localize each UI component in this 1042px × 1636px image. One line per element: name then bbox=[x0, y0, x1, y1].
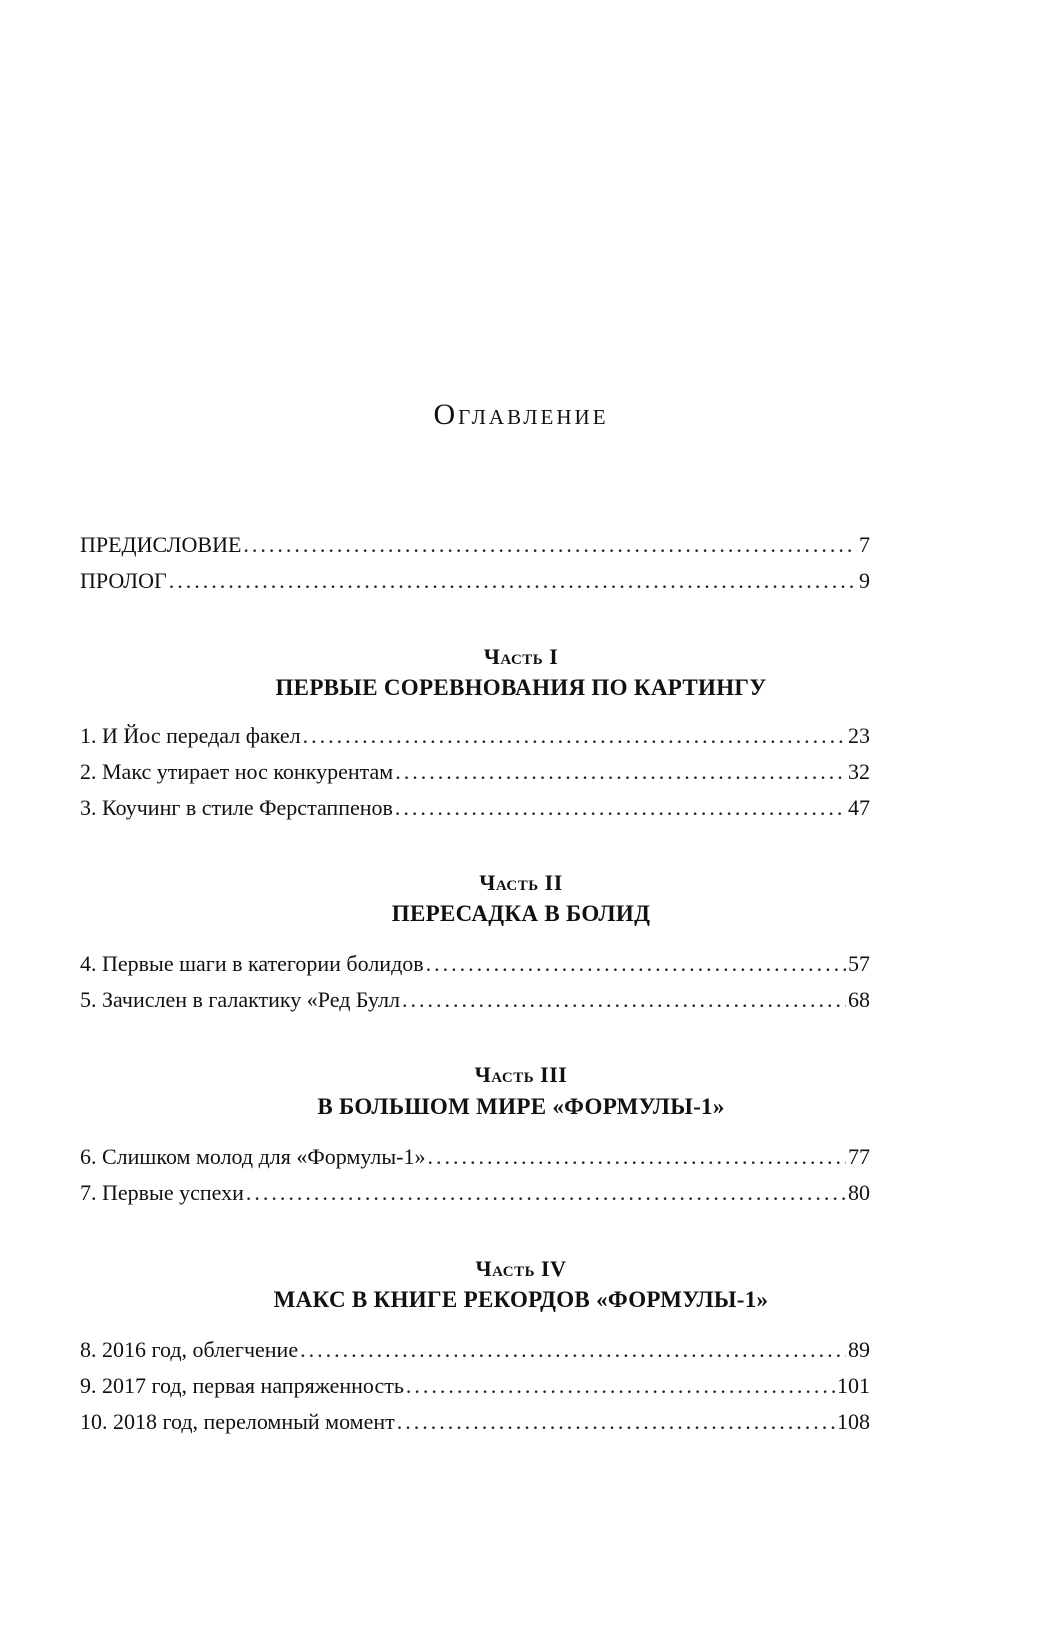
toc-entry[interactable] bbox=[80, 1371, 870, 1401]
toc-page-number: 23 bbox=[848, 723, 870, 748]
toc-entry[interactable] bbox=[80, 1407, 870, 1437]
toc-entry-label: 9. 2017 год, первая напряженность bbox=[80, 1373, 404, 1398]
dot-leader bbox=[243, 530, 857, 560]
toc-entry-label: 6. Слишком молод для «Формулы-1» bbox=[80, 1144, 426, 1169]
toc-entry-label: ПРОЛОГ bbox=[80, 568, 167, 593]
toc-entry[interactable] bbox=[80, 793, 870, 823]
toc-page-number: 89 bbox=[848, 1337, 870, 1362]
dot-leader bbox=[428, 1142, 847, 1172]
toc-page-number: 47 bbox=[848, 795, 870, 820]
dot-leader bbox=[395, 793, 846, 823]
toc-entry[interactable] bbox=[80, 985, 870, 1015]
toc-entry-label: 2. Макс утирает нос конкурентам bbox=[80, 759, 394, 784]
part-title: ПЕРЕСАДКА В БОЛИД bbox=[391, 901, 651, 926]
dot-leader bbox=[397, 1407, 835, 1437]
dot-leader bbox=[395, 757, 846, 787]
toc-entry-label: 8. 2016 год, облегчение bbox=[80, 1337, 299, 1362]
toc-entry-preface[interactable] bbox=[80, 530, 870, 560]
part-number: Часть I bbox=[483, 644, 559, 669]
toc-entry-label: ПРЕДИСЛОВИЕ bbox=[80, 532, 242, 557]
part-number: Часть IV bbox=[475, 1256, 567, 1281]
toc-page-number: 32 bbox=[848, 759, 870, 784]
part-number: Часть II bbox=[479, 870, 563, 895]
part-title: В БОЛЬШОМ МИРЕ «ФОРМУЛЫ-1» bbox=[317, 1094, 725, 1119]
toc-entry[interactable] bbox=[80, 757, 870, 787]
toc-entry-prologue[interactable] bbox=[80, 566, 870, 596]
part-title: ПЕРВЫЕ СОРЕВНОВАНИЯ ПО КАРТИНГУ bbox=[275, 675, 767, 700]
toc-page-number: 108 bbox=[837, 1409, 870, 1434]
toc-page-number: 80 bbox=[848, 1180, 870, 1205]
toc-entry-label: 1. И Йос передал факел bbox=[80, 723, 301, 748]
toc-entry-label: 10. 2018 год, переломный момент bbox=[80, 1409, 395, 1434]
toc-entry-label: 7. Первые успехи bbox=[80, 1180, 244, 1205]
toc-entry[interactable] bbox=[80, 949, 870, 979]
toc-page-number: 9 bbox=[859, 568, 870, 593]
toc-entry[interactable] bbox=[80, 1335, 870, 1365]
dot-leader bbox=[303, 721, 846, 751]
toc-entry[interactable] bbox=[80, 1142, 870, 1172]
dot-leader bbox=[246, 1178, 846, 1208]
toc-page-number: 68 bbox=[848, 987, 870, 1012]
page-title: Оглавление bbox=[433, 398, 609, 431]
toc-entry[interactable] bbox=[80, 1178, 870, 1208]
toc-entry-label: 4. Первые шаги в категории болидов bbox=[80, 951, 424, 976]
toc-entry[interactable] bbox=[80, 721, 870, 751]
toc-page-number: 7 bbox=[859, 532, 870, 557]
dot-leader bbox=[169, 566, 857, 596]
dot-leader bbox=[426, 949, 846, 979]
toc-page-number: 101 bbox=[837, 1373, 870, 1398]
dot-leader bbox=[300, 1335, 846, 1365]
part-number: Часть III bbox=[474, 1062, 568, 1087]
toc-entry-label: 5. Зачислен в галактику «Ред Булл bbox=[80, 987, 400, 1012]
part-title: МАКС В КНИГЕ РЕКОРДОВ «ФОРМУЛЫ-1» bbox=[273, 1287, 769, 1312]
toc-entry-label: 3. Коучинг в стиле Ферстаппенов bbox=[80, 795, 393, 820]
toc-page-number: 77 bbox=[848, 1144, 870, 1169]
toc-page-number: 57 bbox=[848, 951, 870, 976]
dot-leader bbox=[406, 1371, 835, 1401]
dot-leader bbox=[402, 985, 846, 1015]
